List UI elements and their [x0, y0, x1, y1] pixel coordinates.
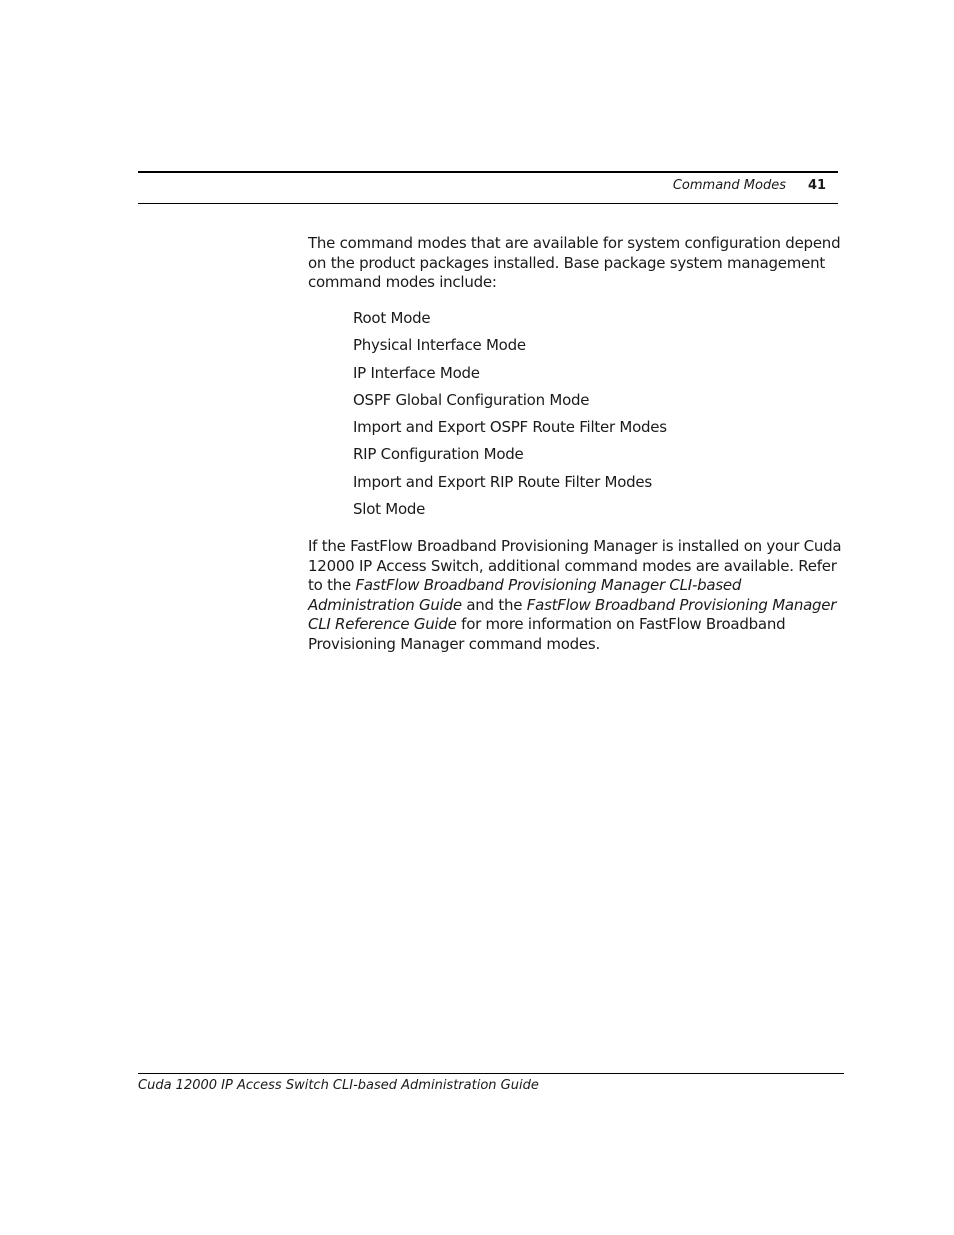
footer-rule — [138, 1073, 844, 1074]
running-footer: Cuda 12000 IP Access Switch CLI-based Administration Guide — [138, 1078, 539, 1093]
list-item-physical-interface-mode: Physical Interface Mode — [353, 336, 526, 355]
list-item-root-mode: Root Mode — [353, 309, 431, 327]
list-item-rip-configuration-mode: RIP Configuration Mode — [353, 445, 524, 464]
running-header-section-title: Command Modes — [672, 178, 786, 193]
reference-admin-guide-title: FastFlow Broadband Provisioning Manager CLI-based Administration Guide — [308, 576, 742, 614]
command-modes-list — [353, 309, 667, 527]
list-item-slot-mode: Slot Mode — [353, 500, 426, 519]
header-rule-bottom — [138, 203, 838, 204]
header-rule-top — [138, 171, 838, 173]
page-number: 41 — [808, 178, 827, 193]
list-item-ospf-global-configuration-mode: OSPF Global Configuration Mode — [353, 390, 590, 409]
intro-paragraph: The command modes that are available for system configuration depend on the product packages installed. Base package system management command modes include: — [308, 234, 841, 291]
reference-cli-guide-title: FastFlow Broadband Provisioning Manager CLI Reference Guide — [308, 595, 837, 633]
list-item-ip-interface-mode: IP Interface Mode — [353, 363, 480, 382]
list-item-rip-route-filter-modes: Import and Export RIP Route Filter Modes — [353, 472, 652, 491]
closing-text-part1: If the FastFlow Broadband Provisioning Manager is installed on your Cuda 12000 IP Access Switch, additional command modes are available. Refer to the — [308, 537, 842, 594]
closing-paragraph — [308, 537, 844, 654]
list-item-ospf-route-filter-modes: Import and Export OSPF Route Filter Modes — [353, 418, 667, 437]
closing-text-part2: and the — [461, 595, 527, 614]
closing-text-part3: for more information on FastFlow Broadband Provisioning Manager command modes. — [308, 615, 786, 653]
